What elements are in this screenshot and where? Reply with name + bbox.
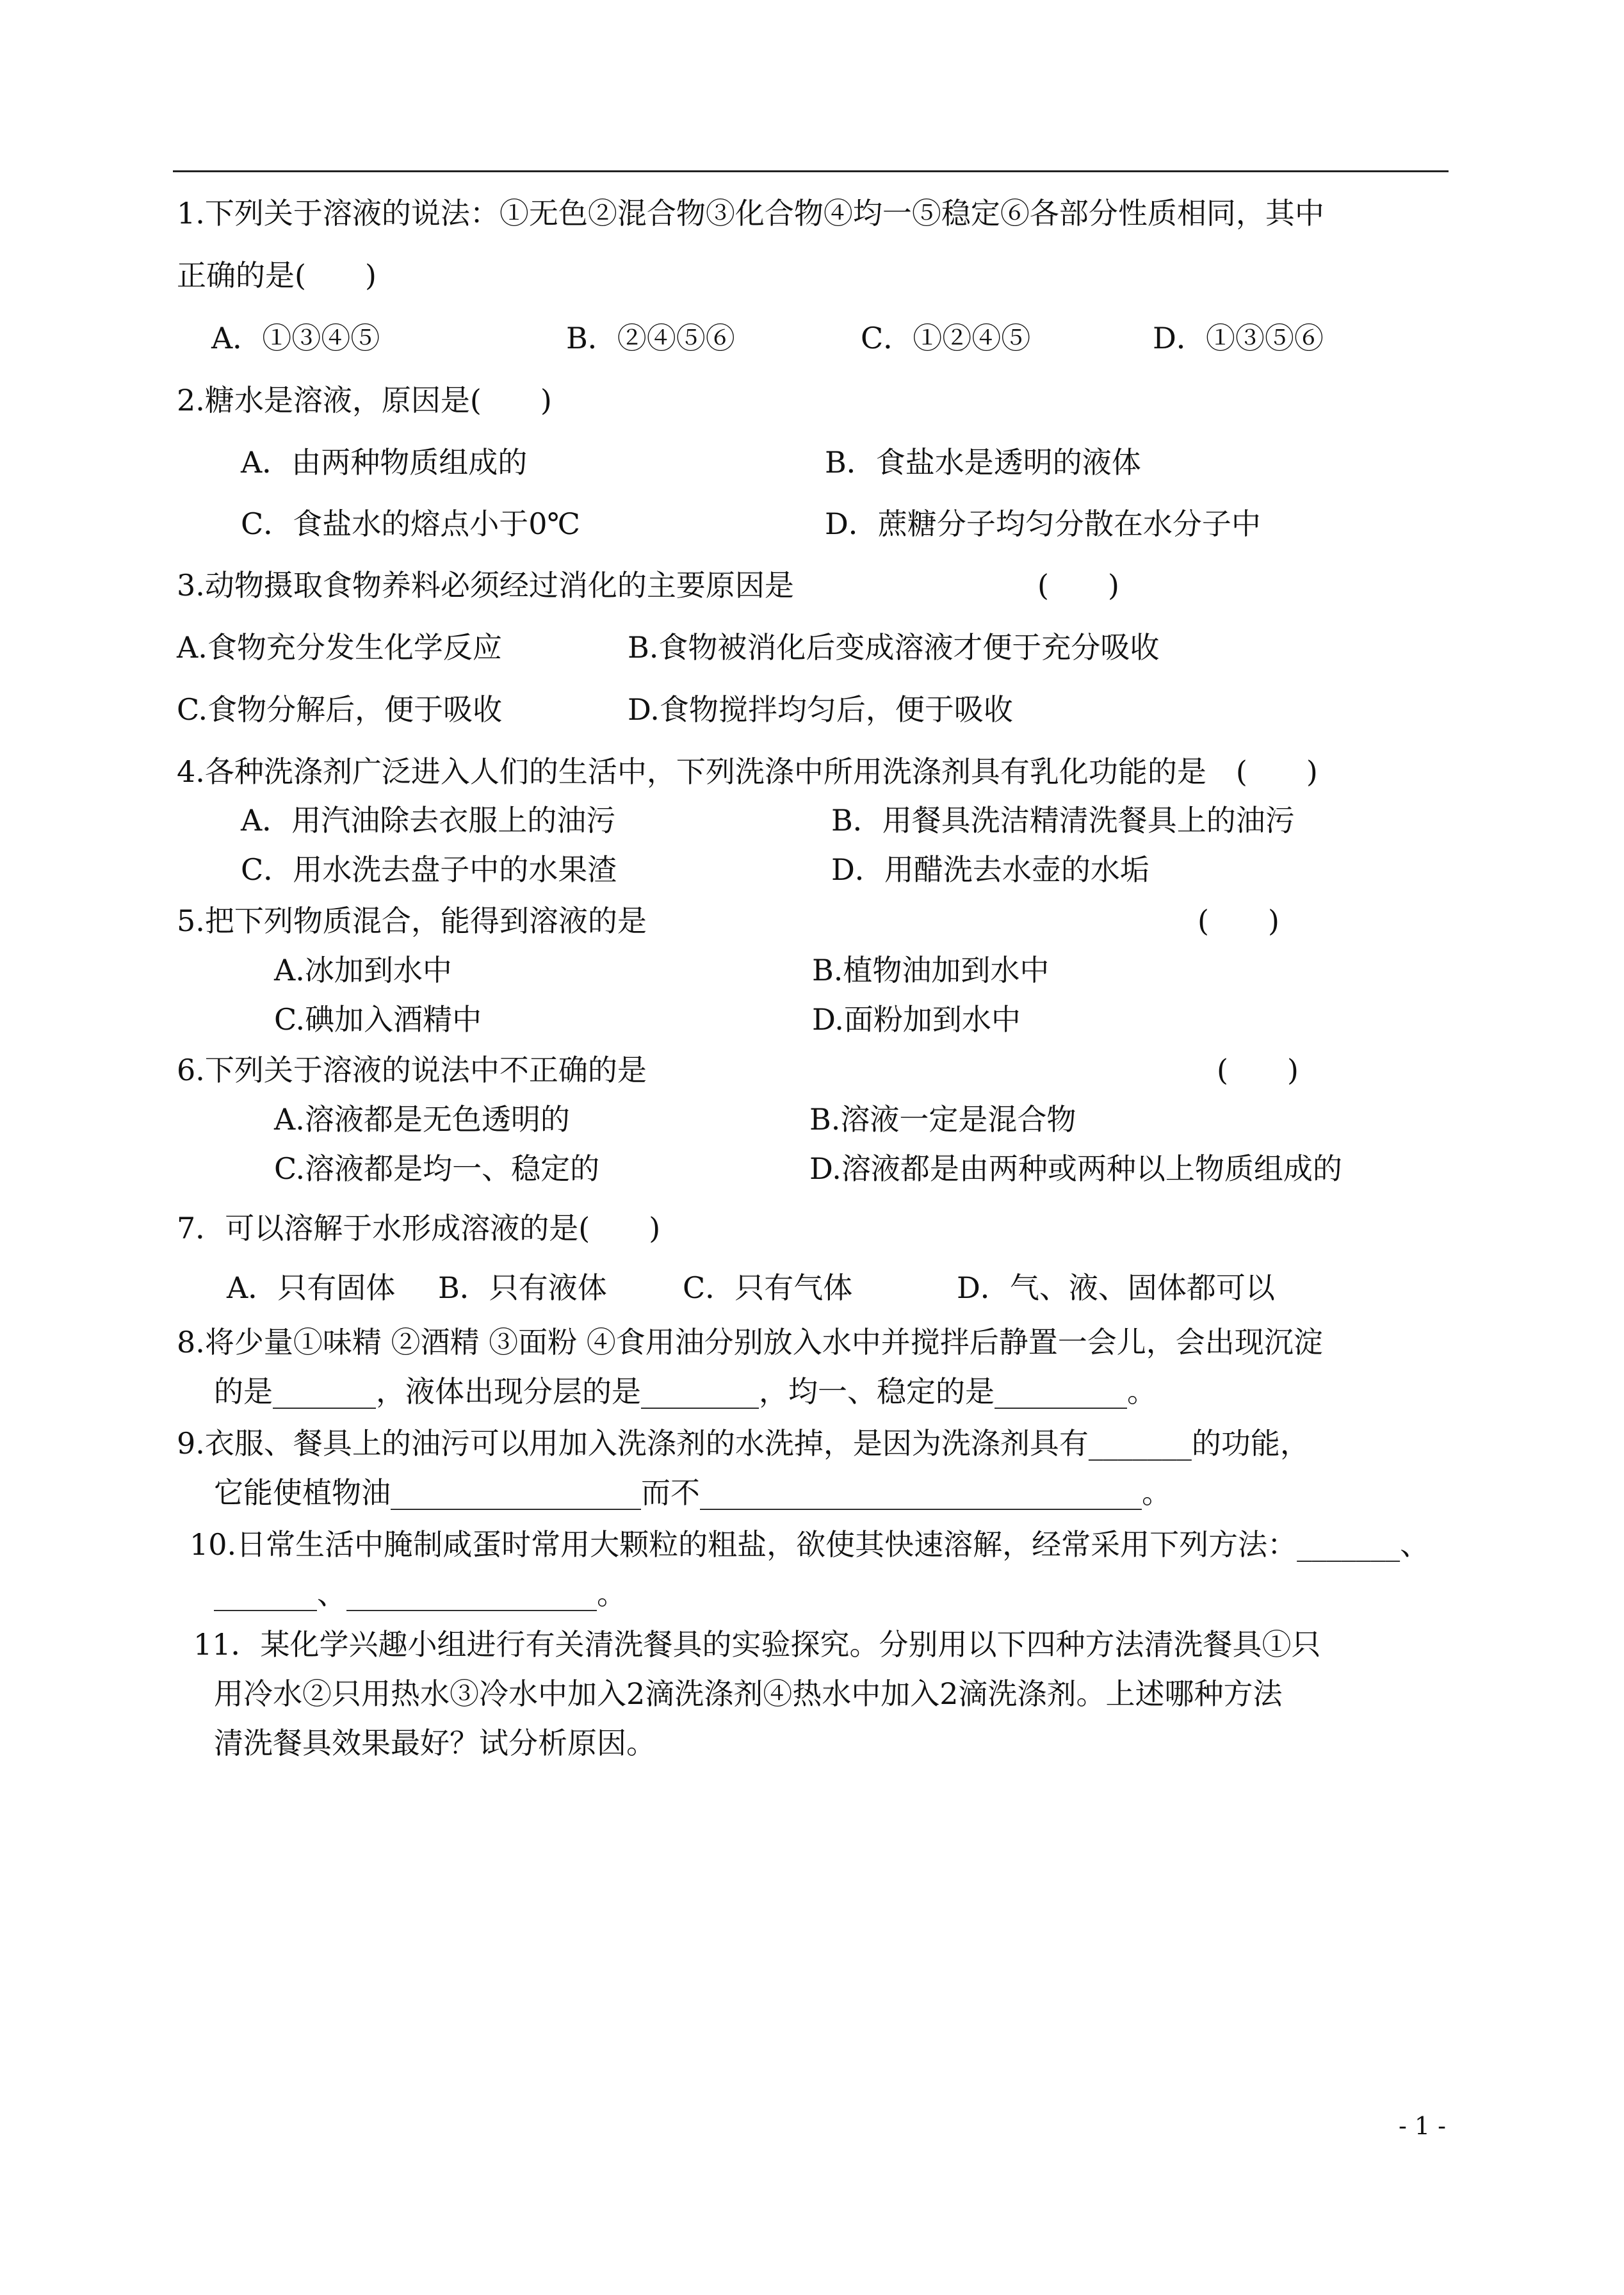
q2-option-d: D．蔗糖分子均匀分散在水分子中	[825, 507, 1261, 541]
q4-option-a: A．用汽油除去衣服上的油污	[241, 803, 616, 838]
q11-line-2: 用冷水②只用热水③冷水中加入2滴洗涤剂④热水中加入2滴洗涤剂。上述哪种方法	[214, 1676, 1283, 1711]
q5-option-a: A.冰加到水中	[274, 953, 452, 987]
q2-option-b: B．食盐水是透明的液体	[825, 445, 1141, 480]
q5-option-c: C.碘加入酒精中	[274, 1002, 482, 1037]
q5-answer-paren: ( )	[1198, 904, 1279, 938]
q4-option-b: B．用餐具洗洁精清洗餐具上的油污	[831, 803, 1295, 838]
q1-option-b: B．②④⑤⑥	[566, 321, 735, 355]
page-number: - 1 -	[1399, 2112, 1447, 2140]
q6-answer-paren: ( )	[1217, 1053, 1299, 1087]
q6-option-d: D.溶液都是由两种或两种以上物质组成的	[809, 1151, 1342, 1186]
q2-option-a: A．由两种物质组成的	[241, 445, 528, 480]
q5-option-d: D.面粉加到水中	[812, 1002, 1021, 1037]
q8-line-2: 的是_______，液体出现分层的是________，均一、稳定的是_________。	[214, 1374, 1157, 1409]
q7-option-b: B．只有液体	[438, 1270, 607, 1305]
q4-stem: 4.各种洗涤剂广泛进入人们的生活中，下列洗涤中所用洗涤剂具有乳化功能的是 ( )	[177, 754, 1318, 789]
q8-line-1: 8.将少量①味精 ②酒精 ③面粉 ④食用油分别放入水中并搅拌后静置一会儿，会出现沉淀	[177, 1325, 1323, 1359]
q3-option-b: B.食物被消化后变成溶液才便于充分吸收	[628, 630, 1160, 665]
q7-option-c: C．只有气体	[683, 1270, 853, 1305]
q3-stem: 3.动物摄取食物养料必须经过消化的主要原因是	[177, 568, 794, 603]
q7-option-d: D．气、液、固体都可以	[957, 1270, 1275, 1305]
q1-stem-cont: 正确的是( )	[177, 258, 377, 293]
q1-option-d: D．①③⑤⑥	[1153, 321, 1324, 355]
q6-stem: 6.下列关于溶液的说法中不正确的是	[177, 1053, 647, 1087]
q9-line-2: 它能使植物油_________________而不______________________________。	[214, 1475, 1171, 1510]
q3-answer-paren: ( )	[1037, 568, 1119, 603]
q9-line-1: 9.衣服、餐具上的油污可以用加入洗涤剂的水洗掉，是因为洗涤剂具有_______的功能，	[177, 1426, 1310, 1461]
q10-line-2: _______、_________________。	[214, 1577, 626, 1611]
q7-stem: 7．可以溶解于水形成溶液的是( )	[177, 1211, 661, 1245]
q11-line-3: 清洗餐具效果最好？试分析原因。	[214, 1726, 656, 1760]
q1-stem: 1.下列关于溶液的说法：①无色②混合物③化合物④均一⑤稳定⑥各部分性质相同，其中	[177, 196, 1324, 231]
q1-option-a: A．①③④⑤	[211, 321, 380, 355]
q10-line-1: 10.日常生活中腌制咸蛋时常用大颗粒的粗盐，欲使其快速溶解，经常采用下列方法：_______、	[190, 1527, 1430, 1562]
header-rule	[173, 170, 1449, 172]
q3-option-a: A.食物充分发生化学反应	[177, 630, 502, 665]
q6-option-a: A.溶液都是无色透明的	[274, 1102, 570, 1137]
q1-option-c: C．①②④⑤	[861, 321, 1031, 355]
q3-option-d: D.食物搅拌均匀后，便于吸收	[628, 692, 1013, 727]
q5-option-b: B.植物油加到水中	[812, 953, 1050, 987]
q5-stem: 5.把下列物质混合，能得到溶液的是	[177, 904, 647, 938]
q11-line-1: 11．某化学兴趣小组进行有关清洗餐具的实验探究。分别用以下四种方法清洗餐具①只	[193, 1627, 1321, 1662]
q7-option-a: A．只有固体	[227, 1270, 396, 1305]
q6-option-c: C.溶液都是均一、稳定的	[274, 1151, 600, 1186]
q4-option-c: C．用水洗去盘子中的水果渣	[241, 852, 617, 887]
q2-option-c: C．食盐水的熔点小于0℃	[241, 507, 580, 541]
q4-option-d: D．用醋洗去水壶的水垢	[831, 852, 1149, 887]
q2-stem: 2.糖水是溶液，原因是( )	[177, 383, 552, 418]
q6-option-b: B.溶液一定是混合物	[809, 1102, 1076, 1137]
q3-option-c: C.食物分解后，便于吸收	[177, 692, 503, 727]
